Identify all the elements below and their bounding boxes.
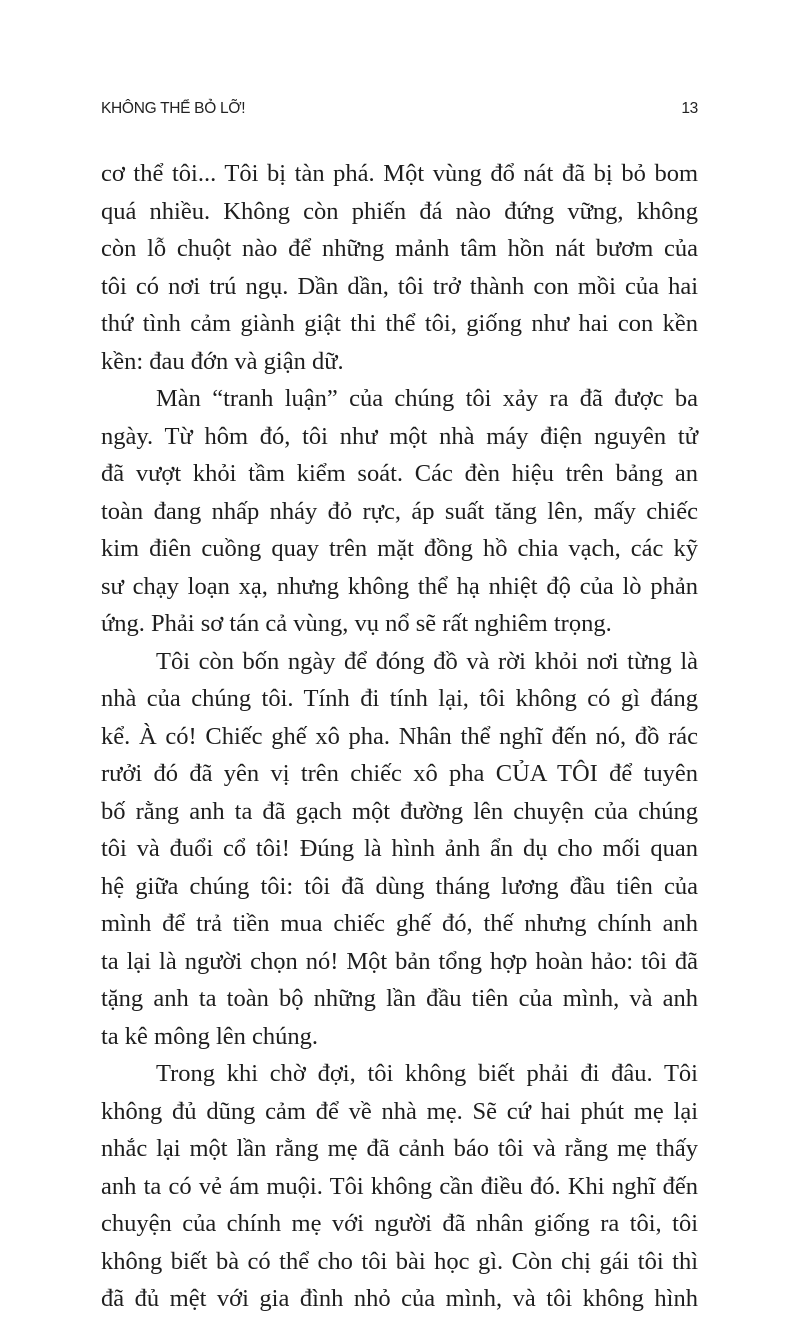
text-line: rưởi đó đã yên vị trên chiếc xô pha CỦA TÔI để tuyên (101, 760, 698, 787)
text-line: Tôi còn bốn ngày để đóng đồ và rời khỏi nơi từng là (156, 647, 698, 675)
text-line: tôi và đuổi cổ tôi! Đúng là hình ảnh ẩn dụ cho mối quan (101, 835, 698, 862)
text-line: cơ thể tôi... Tôi bị tàn phá. Một vùng đổ nát đã bị bỏ bom (101, 160, 698, 187)
paragraph (101, 643, 698, 1056)
text-line: kền: đau đớn và giận dữ. (101, 347, 344, 375)
running-title: KHÔNG THỂ BỎ LỠ! (101, 100, 246, 117)
text-line: mình để trả tiền mua chiếc ghế đó, thế nhưng chính anh (101, 910, 698, 937)
text-line: kể. À có! Chiếc ghế xô pha. Nhân thể nghĩ đến nó, đồ rác (101, 722, 698, 750)
text-line: chuyện của chính mẹ với người đã nhân giống ra tôi, tôi (101, 1210, 698, 1237)
text-line: ngày. Từ hôm đó, tôi như một nhà máy điện nguyên tử (101, 422, 698, 450)
text-line: anh ta có vẻ ám muội. Tôi không cần điều đó. Khi nghĩ đến (101, 1172, 698, 1200)
text-line: sư chạy loạn xạ, nhưng không thể hạ nhiệt độ của lò phản (101, 572, 698, 600)
text-line: tôi có nơi trú ngụ. Dần dần, tôi trở thành con mồi của hai (101, 272, 698, 300)
text-line: đã đủ mệt với gia đình nhỏ của mình, và tôi không hình (101, 1285, 698, 1312)
text-line: thứ tình cảm giành giật thi thể tôi, giống như hai con kền (101, 310, 698, 337)
text-line: nhắc lại một lần rằng mẹ đã cảnh báo tôi và rằng mẹ thấy (101, 1135, 698, 1162)
text-line: ứng. Phải sơ tán cả vùng, vụ nổ sẽ rất nghiêm trọng. (101, 610, 612, 637)
paragraph (101, 380, 698, 643)
body-text (101, 155, 698, 1318)
text-line: ta kê mông lên chúng. (101, 1022, 319, 1050)
text-line: toàn đang nhấp nháy đỏ rực, áp suất tăng lên, mấy chiếc (101, 497, 698, 525)
text-line: bố rằng anh ta đã gạch một đường lên chuyện của chúng (101, 797, 698, 825)
text-line: không biết bà có thể cho tôi bài học gì. Còn chị gái tôi thì (101, 1247, 698, 1275)
running-header (101, 100, 698, 124)
page-number: 13 (681, 100, 698, 117)
paragraph (101, 1055, 698, 1318)
text-line: nhà của chúng tôi. Tính đi tính lại, tôi không có gì đáng (101, 685, 698, 712)
text-line: còn lỗ chuột nào để những mảnh tâm hồn nát bươm của (101, 235, 698, 262)
text-line: hệ giữa chúng tôi: tôi đã dùng tháng lương đầu tiên của (101, 872, 698, 900)
text-line: kim điên cuồng quay trên mặt đồng hồ chia vạch, các kỹ (101, 535, 698, 562)
text-line: Trong khi chờ đợi, tôi không biết phải đi đâu. Tôi (156, 1060, 698, 1087)
text-line: quá nhiều. Không còn phiến đá nào đứng vững, không (101, 197, 698, 225)
text-line: đã vượt khỏi tầm kiểm soát. Các đèn hiệu trên bảng an (101, 460, 698, 487)
text-line: Màn “tranh luận” của chúng tôi xảy ra đã được ba (156, 385, 698, 412)
text-line: tặng anh ta toàn bộ những lần đầu tiên của mình, và anh (101, 985, 698, 1012)
text-line: không đủ dũng cảm để về nhà mẹ. Sẽ cứ hai phút mẹ lại (101, 1097, 698, 1125)
text-line: ta lại là người chọn nó! Một bản tổng hợp hoàn hảo: tôi đã (101, 947, 698, 975)
paragraph (101, 155, 698, 380)
